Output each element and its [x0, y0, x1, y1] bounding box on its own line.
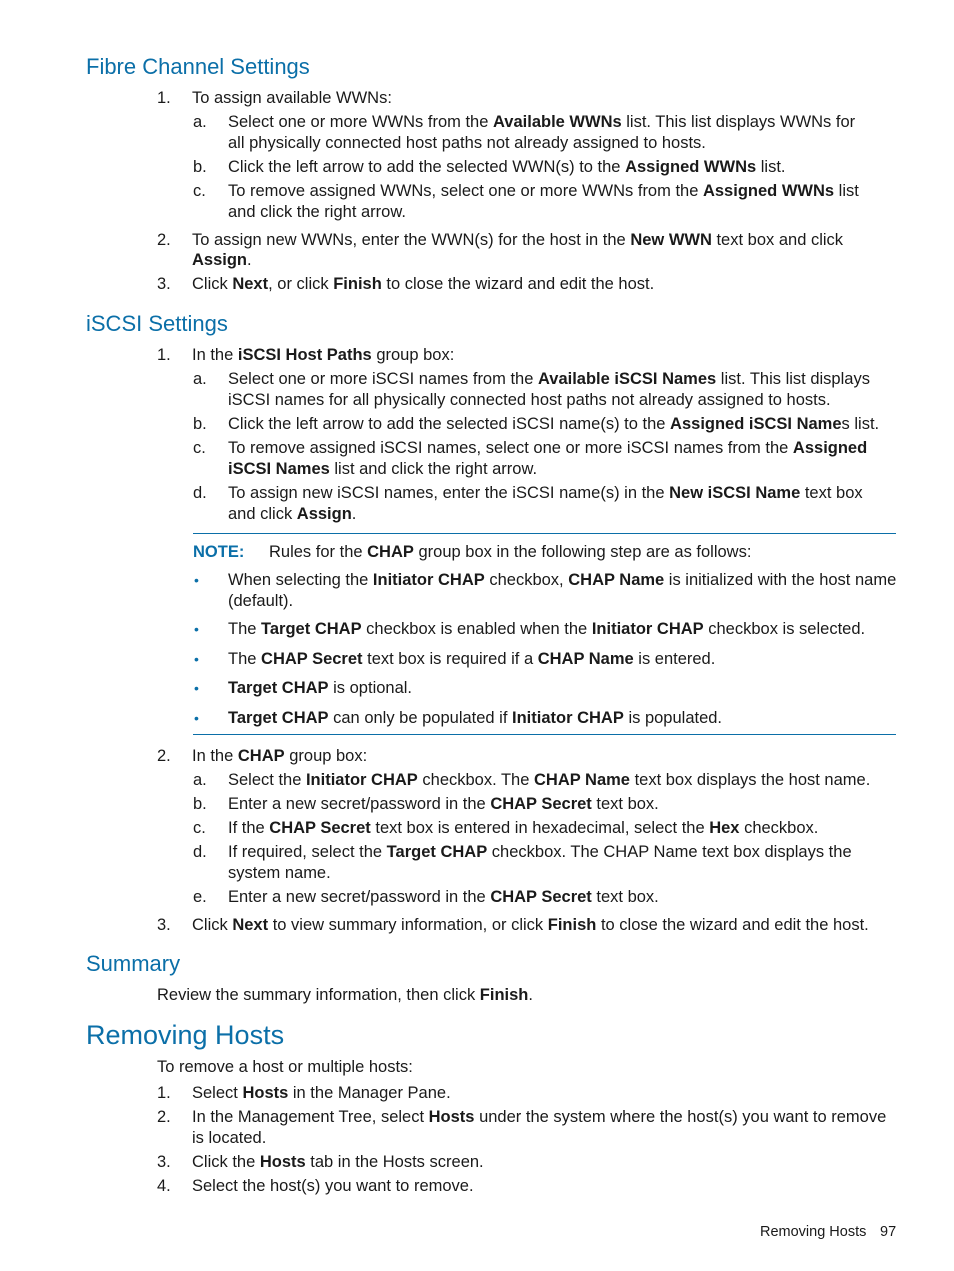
substep-text-line1: To assign new iSCSI names, enter the iSCSI name(s) in the New iSCSI Name text box	[228, 484, 863, 502]
substep-text-line1: To remove assigned WWNs, select one or more WWNs from the Assigned WWNs list	[228, 182, 859, 200]
note-top-rule	[193, 533, 896, 534]
step-text: Select the host(s) you want to remove.	[192, 1177, 474, 1195]
step-text-line2: is located.	[192, 1129, 267, 1147]
note-bullet-2: The Target CHAP checkbox is enabled when the Initiator CHAP checkbox is selected.	[228, 620, 866, 638]
step-number: 3.	[157, 1153, 171, 1171]
note-bullet-5: Target CHAP can only be populated if Initiator CHAP is populated.	[228, 709, 723, 727]
step-text-line2: Assign.	[192, 251, 252, 269]
note-bullet-4: Target CHAP is optional.	[228, 679, 413, 697]
substep-text: Enter a new secret/password in the CHAP Secret text box.	[228, 888, 659, 906]
bullet-icon: •	[194, 680, 199, 696]
footer-section-title: Removing Hosts	[760, 1224, 867, 1240]
step-number: 1.	[157, 89, 171, 107]
substep-label: c.	[193, 819, 206, 837]
note-bullet-1-line1: When selecting the Initiator CHAP checkbox, CHAP Name is initialized with the host name	[228, 571, 897, 589]
substep-text-line2: iSCSI Names list and click the right arrow.	[228, 460, 538, 478]
step-number: 1.	[157, 346, 171, 364]
step-number: 4.	[157, 1177, 171, 1195]
substep-text-line1: Select one or more iSCSI names from the Available iSCSI Names list. This list displays	[228, 370, 870, 388]
substep-label: d.	[193, 843, 207, 861]
section-heading-iscsi: iSCSI Settings	[86, 311, 228, 336]
substep-label: c.	[193, 439, 206, 457]
step-text: In the CHAP group box:	[192, 747, 368, 765]
substep-text: Select the Initiator CHAP checkbox. The CHAP Name text box displays the host name.	[228, 771, 871, 789]
step-text: In the iSCSI Host Paths group box:	[192, 346, 455, 364]
note-bullet-1-line2: (default).	[228, 592, 294, 610]
removing-intro: To remove a host or multiple hosts:	[157, 1058, 413, 1076]
step-number: 1.	[157, 1084, 171, 1102]
substep-text: If the CHAP Secret text box is entered in hexadecimal, select the Hex checkbox.	[228, 819, 819, 837]
substep-text: Click the left arrow to add the selected WWN(s) to the Assigned WWNs list.	[228, 158, 786, 176]
substep-label: b.	[193, 795, 207, 813]
bullet-icon: •	[194, 572, 199, 588]
substep-text-line2: and click Assign.	[228, 505, 357, 523]
substep-label: e.	[193, 888, 207, 906]
bullet-icon: •	[194, 651, 199, 667]
substep-text-line2: and click the right arrow.	[228, 203, 406, 221]
substep-label: c.	[193, 182, 206, 200]
step-number: 2.	[157, 231, 171, 249]
substep-label: a.	[193, 771, 207, 789]
step-number: 2.	[157, 747, 171, 765]
substep-label: b.	[193, 158, 207, 176]
section-heading-removing-hosts: Removing Hosts	[86, 1020, 285, 1050]
note-bullet-3: The CHAP Secret text box is required if a CHAP Name is entered.	[228, 650, 716, 668]
step-number: 2.	[157, 1108, 171, 1126]
section-heading-summary: Summary	[86, 951, 181, 976]
step-number: 3.	[157, 275, 171, 293]
substep-text-line1: If required, select the Target CHAP checkbox. The CHAP Name text box displays the	[228, 843, 852, 861]
substep-label: d.	[193, 484, 207, 502]
step-text: Select Hosts in the Manager Pane.	[192, 1084, 451, 1102]
substep-label: a.	[193, 113, 207, 131]
step-number: 3.	[157, 916, 171, 934]
substep-text-line2: all physically connected host paths not already assigned to hosts.	[228, 134, 706, 152]
note-intro: Rules for the CHAP group box in the following step are as follows:	[269, 543, 752, 561]
step-text-line1: In the Management Tree, select Hosts under the system where the host(s) you want to remove	[192, 1108, 887, 1126]
substep-text-line2: system name.	[228, 864, 331, 882]
substep-text-line2: iSCSI names for all physically connected host paths not already assigned to hosts.	[228, 391, 831, 409]
substep-text-line1: To remove assigned iSCSI names, select one or more iSCSI names from the Assigned	[228, 439, 868, 457]
note-bottom-rule	[193, 734, 896, 735]
step-text: Click Next to view summary information, or click Finish to close the wizard and edit the host.	[192, 916, 869, 934]
summary-text: Review the summary information, then click Finish.	[157, 986, 533, 1004]
footer-page-number: 97	[880, 1224, 897, 1240]
step-text: Click the Hosts tab in the Hosts screen.	[192, 1153, 484, 1171]
substep-text: Click the left arrow to add the selected iSCSI name(s) to the Assigned iSCSI Names list.	[228, 415, 880, 433]
step-text-line1: To assign new WWNs, enter the WWN(s) for the host in the New WWN text box and click	[192, 231, 844, 249]
substep-text-line1: Select one or more WWNs from the Available WWNs list. This list displays WWNs for	[228, 113, 856, 131]
substep-label: b.	[193, 415, 207, 433]
substep-text: Enter a new secret/password in the CHAP Secret text box.	[228, 795, 659, 813]
section-heading-fibre-channel: Fibre Channel Settings	[86, 54, 310, 79]
bullet-icon: •	[194, 710, 199, 726]
note-label: NOTE:	[193, 543, 245, 561]
step-text: Click Next, or click Finish to close the wizard and edit the host.	[192, 275, 655, 293]
substep-label: a.	[193, 370, 207, 388]
step-text: To assign available WWNs:	[192, 89, 392, 107]
bullet-icon: •	[194, 621, 199, 637]
